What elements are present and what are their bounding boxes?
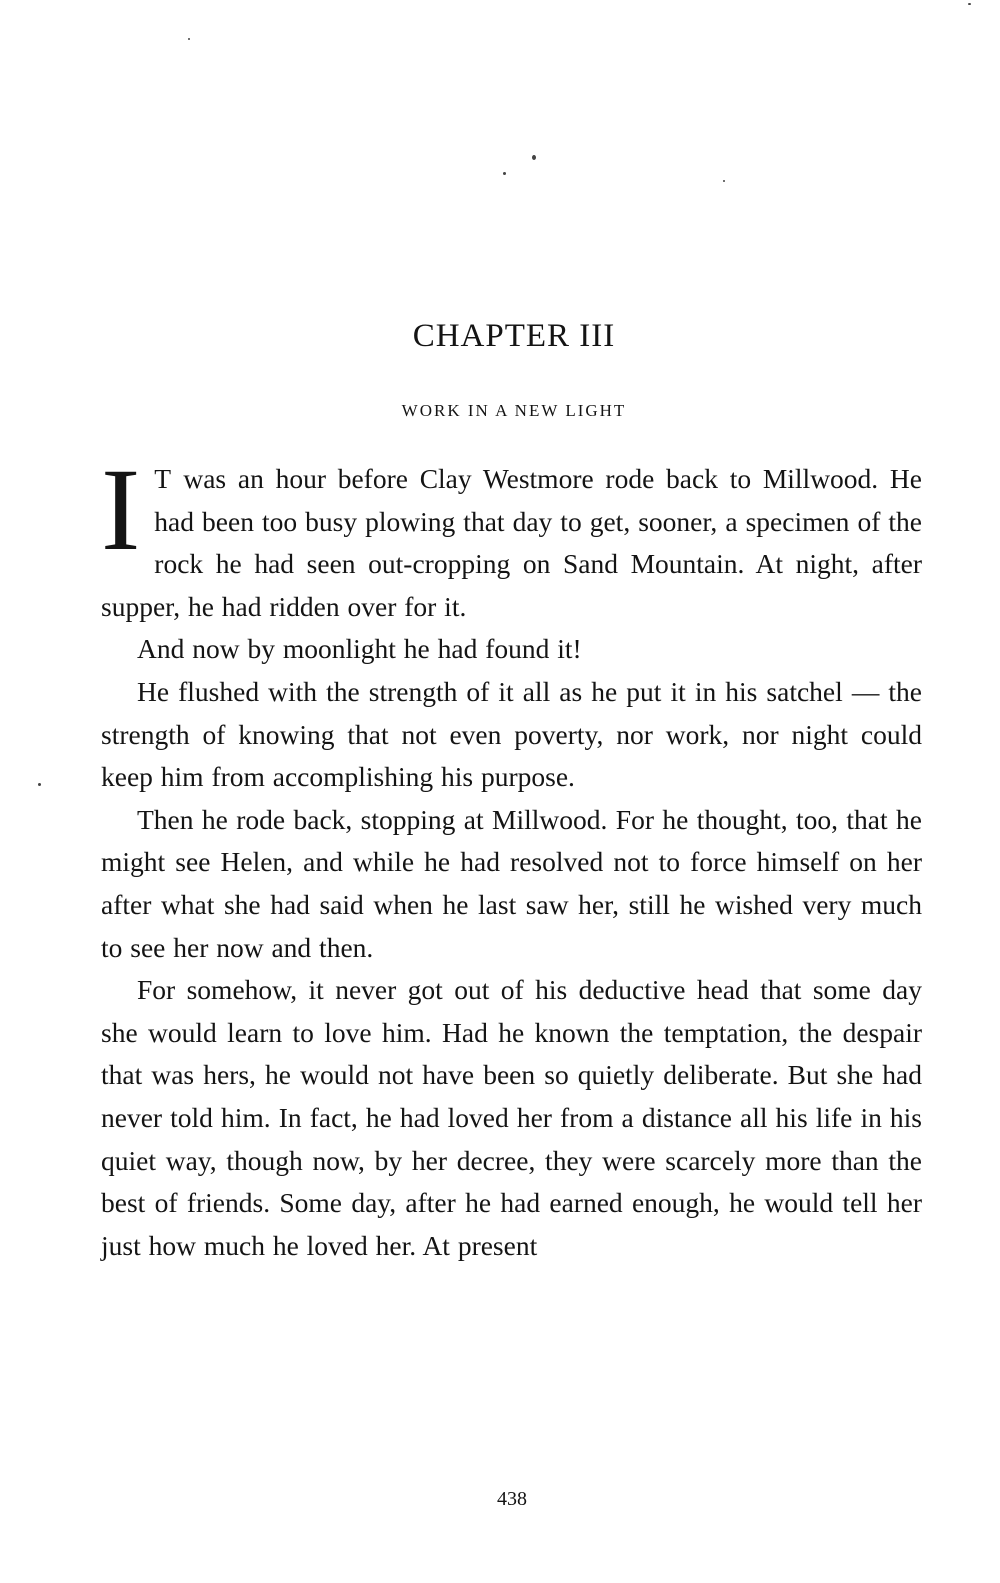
ink-speck [968,3,971,5]
chapter-title: CHAPTER III [412,318,616,354]
paragraph: He flushed with the strength of it all as he put it in his satchel — the strength of knowing that not even poverty, nor work, nor night could keep him from accomplishing his purpose. [101,675,922,793]
ink-speck [38,783,41,786]
chapter-subtitle: WORK IN A NEW LIGHT [401,401,627,420]
ink-speck [503,172,506,175]
page-number: 438 [497,1488,527,1510]
paragraph: Then he rode back, stopping at Millwood. For he thought, too, that he might see Helen, and while he had resolved not to force himself on her after what she had said when he last saw her, still he wished very much to see her now and then. [101,803,922,963]
drop-cap: I [101,444,141,575]
ink-speck [532,155,536,160]
lead-letter: T [154,463,172,494]
paragraph: For somehow, it never got out of his deductive head that some day she would learn to love him. Had he known the temptation, the despair that was hers, he would not have been so quietly deliberate. But she had never told him. In fact, he had loved her from a distance all his life in his quiet way, though now, by her decree, they were scarcely more than the best of friends. Some day, after he had earned enough, he would tell her just how much he loved her. At present [101,974,922,1261]
chapter-body [101,444,922,1267]
paragraph: And now by moonlight he had found it! [137,633,582,665]
ink-speck [188,38,190,40]
ink-speck [723,180,725,182]
paragraph-text: was an hour before Clay Westmore rode back to Millwood. He had been too busy plowing that day to get, sooner, a specimen of the rock he had seen out-cropping on Sand Mountain. At night, after supper, he had ridden over for it. [101,463,922,622]
paragraph [101,444,922,628]
